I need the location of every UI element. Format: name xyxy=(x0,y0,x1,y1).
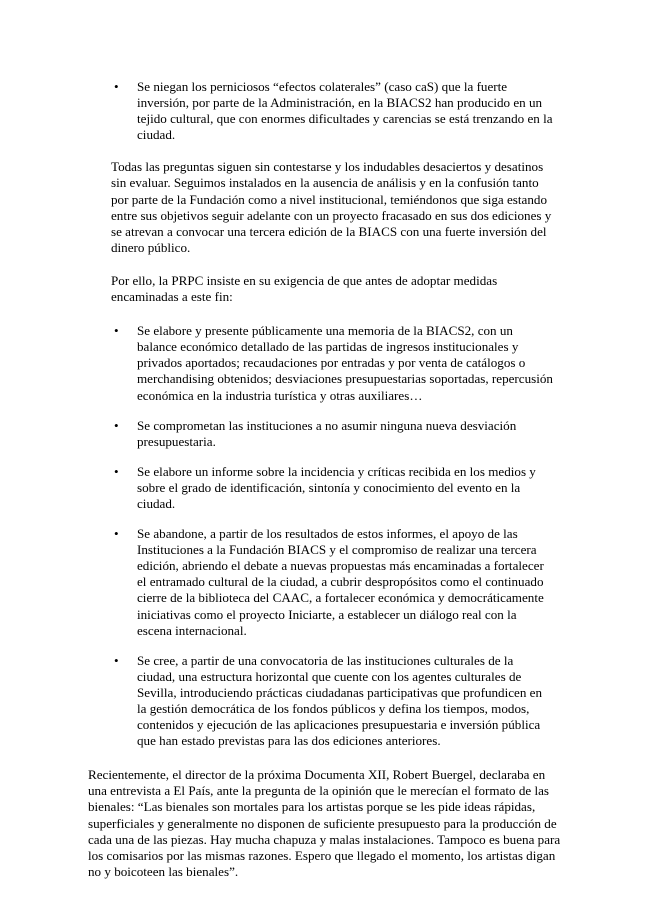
bullet-point-icon: • xyxy=(114,652,119,668)
paragraph-por-ello: Por ello, la PRPC insiste en su exigencia de que antes de adoptar medidas encaminadas a este fin: xyxy=(111,272,498,305)
list-spacer xyxy=(0,639,650,653)
list-item-text: Se elabore un informe sobre la incidencia y críticas recibida en los medios y sobre el grado de identificación, sintonía y conocimiento del evento en la ciudad. xyxy=(137,463,536,511)
list-item-text: Se abandone, a partir de los resultados de estos informes, el apoyo de las Instituciones a la Fundación BIACS y el compromiso de realizar una tercera edición, abriendo el debate a nuevas propuestas más encaminadas a fortalecer el entramado cultural de la ciudad, a cubrir despropósitos como el continuado cierre de la biblioteca del CAAC, a fortalecer económica y democráticamente iniciativas como el proyecto Iniciarte, a establecer un diálogo real con la escena internacional. xyxy=(137,526,544,638)
demands-bullet-list xyxy=(0,323,650,749)
list-spacer xyxy=(0,512,650,526)
list-item-text: Se cree, a partir de una convocatoria de las instituciones culturales de la ciudad, una estructura horizontal que cuente con los agentes culturales de Sevilla, introduciendo prácticas ciudadanas participativas que profundicen en la gestión democrática de los fondos públicos y defina los tiempos, modos, contenidos y ejecución de las aplicaciones presupuestaria e inversión pública que han estado previstas para las dos ediciones anteriores. xyxy=(137,652,543,749)
list-item xyxy=(111,79,553,143)
list-item-text: Se comprometan las instituciones a no asumir ninguna nueva desviación presupuestaria. xyxy=(137,417,517,449)
list-item-text: Se niegan los perniciosos “efectos colaterales” (caso caS) que la fuerte inversión, por parte de la Administración, en la BIACS2 han producido en un tejido cultural, que con enormes dificultades y carencias se está trenzando en la ciudad. xyxy=(137,79,553,143)
block-spacer xyxy=(0,143,650,159)
block-spacer xyxy=(0,256,650,273)
list-spacer xyxy=(0,404,650,418)
block-spacer xyxy=(0,749,650,767)
bullet-point-icon: • xyxy=(114,417,119,433)
bullet-point-icon: • xyxy=(114,463,119,479)
bullet-point-icon: • xyxy=(114,526,119,542)
top-margin-spacer xyxy=(0,0,650,79)
block-spacer xyxy=(0,305,650,323)
intro-bullet-list xyxy=(0,79,650,143)
list-item xyxy=(111,464,553,512)
list-item xyxy=(111,653,553,750)
bullet-point-icon: • xyxy=(114,79,119,94)
list-item xyxy=(111,323,553,403)
paragraph-final-quote: Recientemente, el director de la próxima Documenta XII, Robert Buergel, declaraba en una entrevista a El País, ante la pregunta de la opinión que le merecían el formato de las bienales: “Las bienales son mortales para los artistas porque se les pide ideas rápidas, superficiales y generalmente no disponen de suficiente presupuesto para la producción de cada una de las piezas. Hay mucha chapuza y malas instalaciones. Tampoco es buena para los comisarios por las mismas razones. Espero que llegado el momento, los artistas digan no y boicoteen las bienales”. xyxy=(88,767,561,879)
list-spacer xyxy=(0,450,650,464)
list-item xyxy=(111,418,553,450)
list-item-text: Se elabore y presente públicamente una memoria de la BIACS2, con un balance económico detallado de las partidas de ingresos institucionales y privados aportados; recaudaciones por entradas y por venta de catálogos o merchandising obtenidos; desviaciones presupuestarias soportadas, repercusión económica en la industria turística y otras auxiliares… xyxy=(137,323,553,403)
list-item xyxy=(111,526,553,639)
bullet-point-icon: • xyxy=(114,323,119,339)
paragraph-preguntas: Todas las preguntas siguen sin contestarse y los indudables desaciertos y desatinos sin evaluar. Seguimos instalados en la ausencia de análisis y en la confusión tanto por parte de la Fundación como a nivel institucional, temiéndonos que siga estando entre sus objetivos seguir adelante con un proyecto fracasado en sus dos ediciones y se atrevan a convocar una tercera edición de la BIACS con una fuerte inversión del dinero público. xyxy=(111,159,552,255)
